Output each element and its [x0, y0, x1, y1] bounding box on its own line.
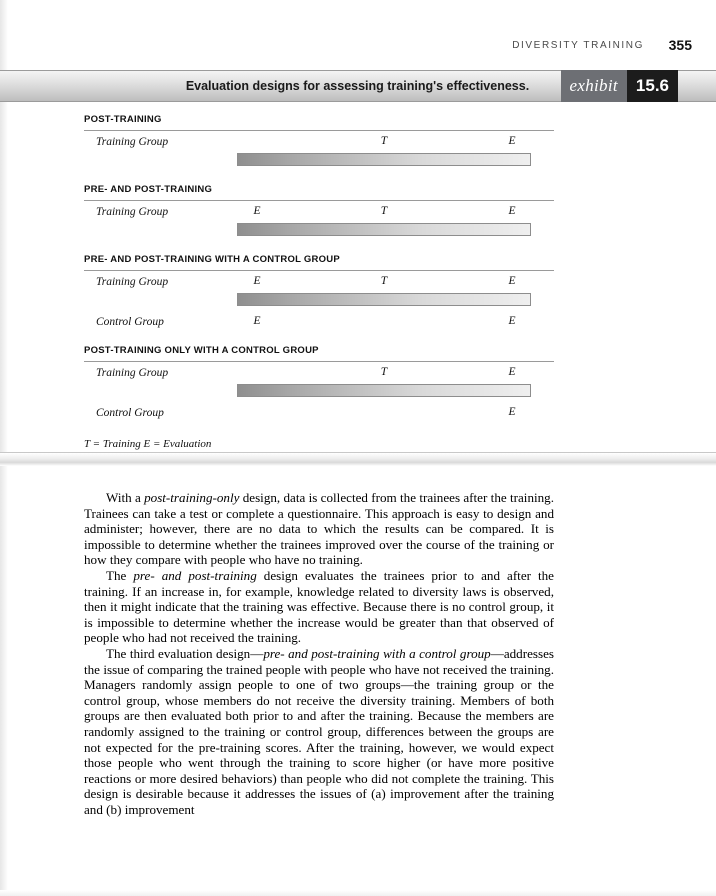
figure-mark-e: E [508, 406, 516, 418]
figure-text-separator [0, 452, 716, 466]
figure-mark-t: T [380, 275, 388, 287]
figure-row-label-training-group: Training Group [96, 136, 169, 148]
figure-rule [84, 270, 554, 271]
figure-row-label-control-group: Control Group [96, 407, 164, 419]
exhibit-number: 15.6 [627, 70, 678, 102]
figure-mark-e: E [508, 315, 516, 327]
figure-section-title-pre-and-post-training-with-control-group: PRE- AND POST-TRAINING WITH A CONTROL GROUP [84, 254, 340, 265]
figure-mark-e: E [508, 275, 516, 287]
figure-mark-e: E [508, 205, 516, 217]
figure-bar-training-group [237, 153, 531, 166]
figure-rule [84, 130, 554, 131]
figure-row-label-training-group: Training Group [96, 206, 169, 218]
figure-row-label-control-group: Control Group [96, 316, 164, 328]
page-number: 355 [668, 37, 692, 53]
body-paragraph-3: The third evaluation design—pre- and post-training with a control group—addresses the issue of comparing the trained people with people who have not received the training. Managers randomly assign people to one of two groups—the training group or the control group, whose members do not receive the diversity training. Members of both groups are then evaluated both prior to and after the training. Because the members are randomly assigned to the training or control group, differences between the groups are not expected for the pre-training scores. After the training, however, we would expect those people who went through the training to score higher (or have more positive reactions or more desired behaviors) than people who did not complete the training. This design is desirable because it addresses the issues of (a) improvement after the training and (b) improvement [84, 645, 554, 817]
running-head-title: DIVERSITY TRAINING [512, 40, 644, 51]
exhibit-tag [561, 70, 678, 102]
figure-rule [84, 200, 554, 201]
figure-mark-e: E [508, 366, 516, 378]
figure-bar-training-group [237, 293, 531, 306]
figure-section-title-post-training: POST-TRAINING [84, 114, 162, 125]
figure-legend: T = Training E = Evaluation [84, 438, 212, 450]
figure-mark-e: E [253, 315, 261, 327]
figure-row-label-training-group: Training Group [96, 276, 169, 288]
figure-mark-t: T [380, 135, 388, 147]
figure-rule [84, 361, 554, 362]
figure-bar-training-group [237, 223, 531, 236]
figure-mark-e: E [253, 205, 261, 217]
figure-mark-e: E [508, 135, 516, 147]
figure-mark-t: T [380, 366, 388, 378]
body-text [84, 490, 554, 817]
body-paragraph-1: With a post-training-only design, data is collected from the trainees after the training. Trainees can take a test or complete a questionnaire. This approach is easy to design and administer; however, there are no data to which the results can be compared. It is impossible to determine whether the trainees improved over the course of the training or how they compare with people who have no training. [84, 490, 554, 568]
figure-row-label-training-group: Training Group [96, 367, 169, 379]
page-bottom-edge-shading [0, 890, 716, 896]
figure-mark-e: E [253, 275, 261, 287]
exhibit-label: exhibit [561, 70, 627, 102]
exhibit-caption: Evaluation designs for assessing training's effectiveness. [185, 79, 530, 93]
evaluation-designs-figure [0, 108, 716, 458]
figure-bar-training-group [237, 384, 531, 397]
running-head [0, 37, 716, 58]
body-paragraph-2: The pre- and post-training design evaluates the trainees prior to and after the training. If an increase in, for example, knowledge related to diversity laws is observed, then it might indicate that the training was effective. Because there is no control group, it is impossible to determine whether the increase would be greater than that observed of people who had not received the training. [84, 567, 554, 646]
figure-section-title-post-training-only-with-control-group: POST-TRAINING ONLY WITH A CONTROL GROUP [84, 345, 319, 356]
figure-mark-t: T [380, 205, 388, 217]
figure-section-title-pre-and-post-training: PRE- AND POST-TRAINING [84, 184, 213, 195]
